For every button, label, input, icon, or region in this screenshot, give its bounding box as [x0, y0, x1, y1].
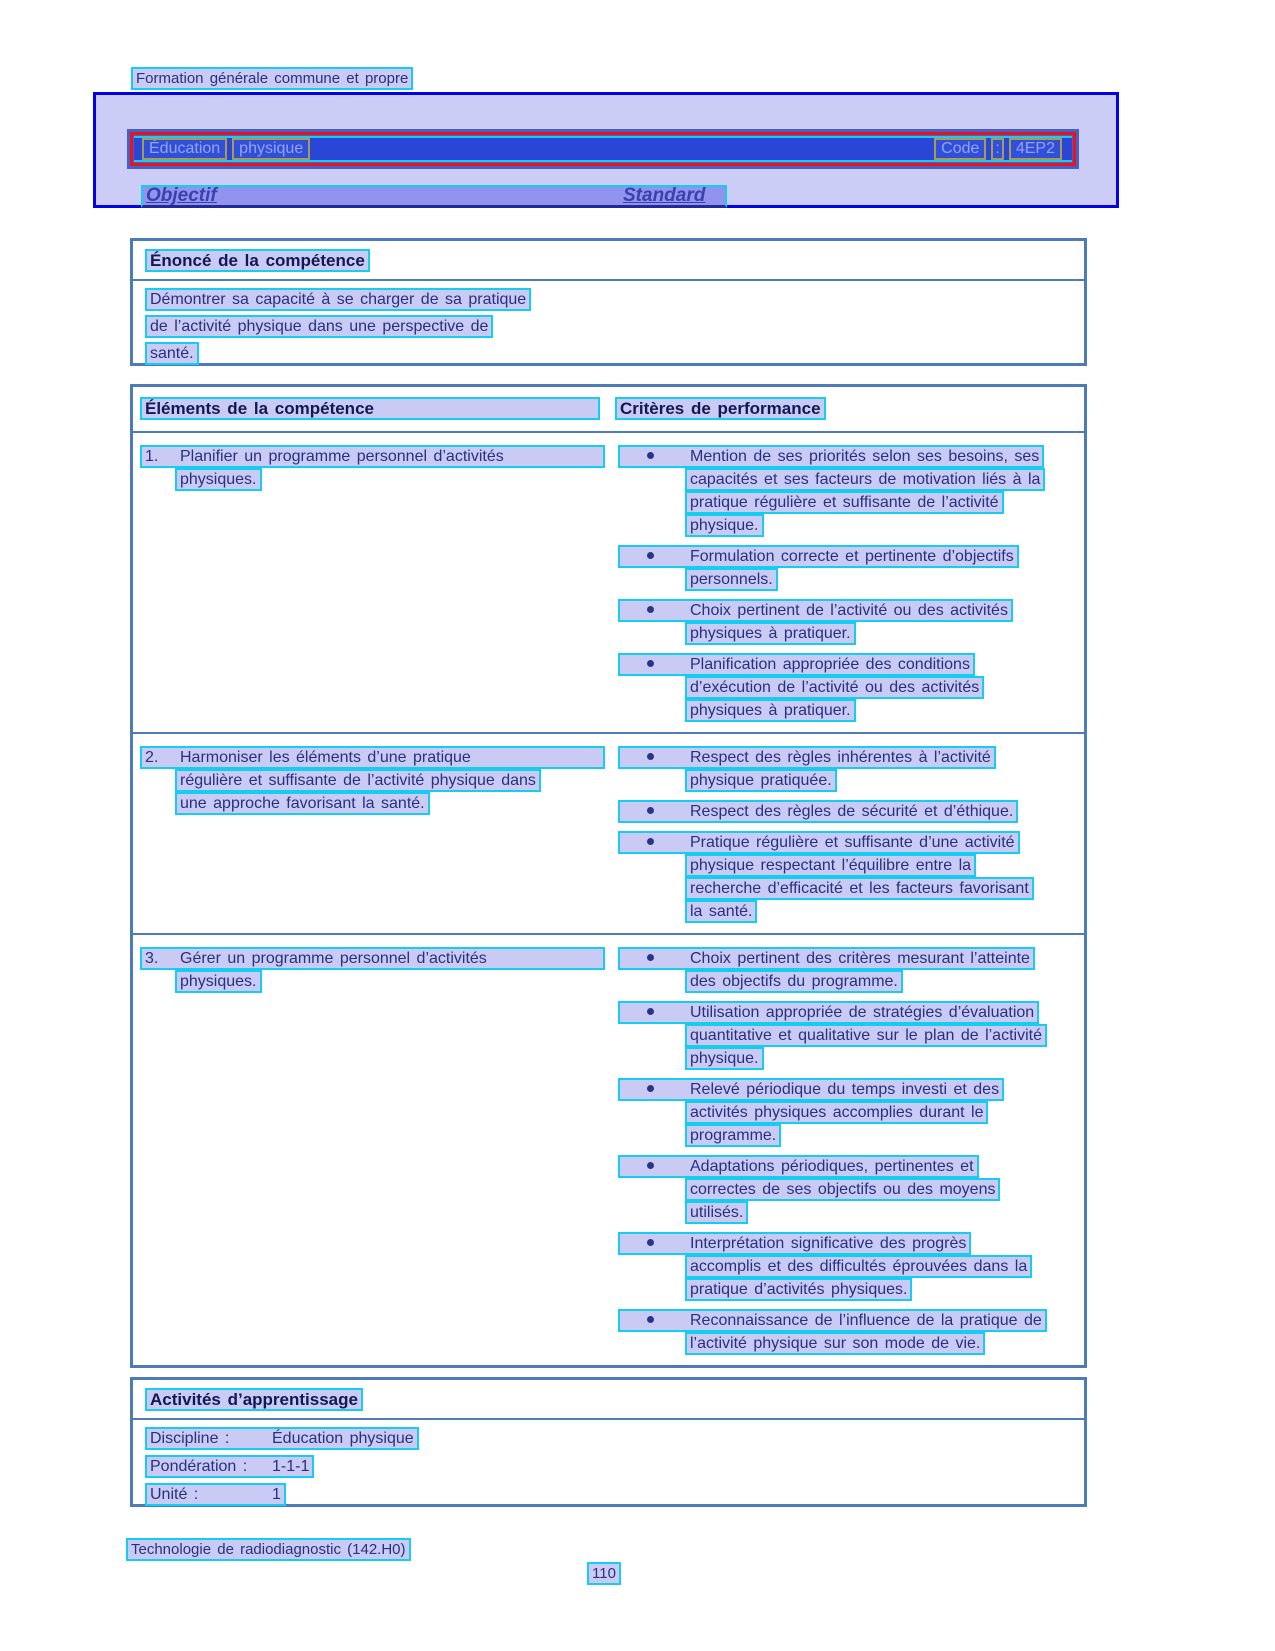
criterion-text: d’exécution de l’activité ou des activités: [685, 676, 984, 699]
activites-field: [145, 1483, 1072, 1511]
criterion-text: Relevé périodique du temps investi et des: [618, 1078, 1004, 1101]
criterion-line: [618, 1332, 1084, 1355]
criterion-line: [618, 1078, 1084, 1101]
bullet-icon: [647, 838, 654, 845]
course-code-words: [931, 138, 1064, 160]
criterion-line: [618, 468, 1084, 491]
criterion-text: quantitative et qualitative sur le plan de l’activité: [685, 1024, 1047, 1047]
criterion-text: physique respectant l’équilibre entre la: [685, 854, 976, 877]
element-number: 3.: [145, 950, 159, 967]
criterion-line: [618, 1178, 1084, 1201]
criterion-line: [618, 676, 1084, 699]
enonce-body: [145, 288, 1072, 369]
activites-divider: [133, 1418, 1084, 1420]
criterion-line: [618, 769, 1084, 792]
bullet-icon: [647, 1085, 654, 1092]
enonce-body-text: de l’activité physique dans une perspective de: [145, 315, 493, 338]
criterion-line: [618, 545, 1084, 568]
bullet-icon: [647, 660, 654, 667]
criterion-text: recherche d’efficacité et les facteurs favorisant: [685, 877, 1034, 900]
activites-field: [145, 1427, 1072, 1455]
criterion-line: [618, 445, 1084, 468]
enonce-body-text: Démontrer sa capacité à se charger de sa pratique: [145, 288, 531, 311]
activites-field: [145, 1455, 1072, 1483]
criterion-line: [618, 568, 1084, 591]
criterion-line: [618, 699, 1084, 722]
criterion-text: capacités et ses facteurs de motivation liés à la: [685, 468, 1045, 491]
criterion-item: [618, 1309, 1084, 1355]
competence-row: [133, 933, 1084, 1365]
criterion-text: Choix pertinent de l’activité ou des activités: [618, 599, 1013, 622]
criterion-text: Respect des règles de sécurité et d’éthique.: [618, 800, 1018, 823]
criterion-text: Pratique régulière et suffisante d’une activité: [618, 831, 1020, 854]
criterion-text: des objectifs du programme.: [685, 970, 903, 993]
criterion-line: [618, 1101, 1084, 1124]
criterion-text: Mention de ses priorités selon ses besoins, ses: [618, 445, 1044, 468]
activites-field-text: [145, 1455, 314, 1478]
criteres-header: Critères de performance: [615, 397, 826, 420]
element-text: une approche favorisant la santé.: [175, 792, 430, 815]
criterion-line: [618, 653, 1084, 676]
section-header-text: Formation générale commune et propre: [131, 67, 413, 90]
footer: [126, 1538, 411, 1561]
criteria-cell: [618, 746, 1084, 923]
criterion-text: Planification appropriée des conditions: [618, 653, 975, 676]
element-text: 1. Planifier un programme personnel d’activités: [140, 445, 605, 468]
activites-field-label: Pondération :: [150, 1458, 248, 1475]
element-line: [140, 792, 680, 815]
element-line: [140, 970, 680, 993]
element-cell: [140, 445, 680, 491]
criterion-text: pratique régulière et suffisante de l’activité: [685, 491, 1004, 514]
criterion-text: physique.: [685, 1047, 764, 1070]
element-text: physiques.: [175, 970, 262, 993]
bullet-icon: [647, 1316, 654, 1323]
criterion-line: [618, 491, 1084, 514]
criterion-item: [618, 947, 1084, 993]
activites-field-text: [145, 1483, 286, 1506]
activites-title: Activités d’apprentissage: [145, 1388, 363, 1411]
criterion-line: [618, 1232, 1084, 1255]
elements-header: Éléments de la compétence: [140, 397, 600, 420]
criterion-line: [618, 622, 1084, 645]
element-number: 1.: [145, 448, 159, 465]
element-text: physiques.: [175, 468, 262, 491]
criterion-text: Adaptations périodiques, pertinentes et: [618, 1155, 979, 1178]
element-text: 3. Gérer un programme personnel d’activités: [140, 947, 605, 970]
element-text: régulière et suffisante de l’activité physique dans: [175, 769, 541, 792]
criterion-text: physiques à pratiquer.: [685, 699, 856, 722]
criterion-line: [618, 877, 1084, 900]
activites-field-value: 1-1-1: [272, 1458, 310, 1475]
element-line: [140, 445, 680, 468]
bullet-icon: [647, 1239, 654, 1246]
criterion-text: physique pratiquée.: [685, 769, 837, 792]
element-number: 2.: [145, 749, 159, 766]
objectif-standard-band: [141, 185, 727, 208]
criterion-text: Interprétation significative des progrès: [618, 1232, 971, 1255]
criterion-line: [618, 800, 1084, 823]
element-cell: [140, 746, 680, 815]
standard-heading: Standard: [623, 185, 706, 206]
criterion-line: [618, 599, 1084, 622]
competence-table-header: [133, 387, 1084, 431]
criterion-item: [618, 1001, 1084, 1070]
course-title-word: physique: [232, 138, 310, 160]
criterion-item: [618, 445, 1084, 537]
page-number-text: 110: [587, 1562, 621, 1585]
bullet-icon: [647, 1162, 654, 1169]
criterion-line: [618, 1309, 1084, 1332]
criterion-text: Reconnaissance de l’influence de la pratique de: [618, 1309, 1047, 1332]
criterion-item: [618, 1078, 1084, 1147]
objectif-heading: Objectif: [146, 185, 217, 206]
section-header: [131, 67, 413, 90]
criterion-text: physiques à pratiquer.: [685, 622, 856, 645]
course-title-bar: [127, 129, 1079, 169]
criterion-line: [618, 1001, 1084, 1024]
course-code-word: Code: [934, 138, 986, 160]
activites-field-value: Éducation physique: [272, 1430, 414, 1447]
criterion-item: [618, 545, 1084, 591]
criterion-item: [618, 653, 1084, 722]
bullet-icon: [647, 606, 654, 613]
criterion-line: [618, 1155, 1084, 1178]
criterion-line: [618, 1024, 1084, 1047]
criterion-text: programme.: [685, 1124, 781, 1147]
activites-box: [130, 1377, 1087, 1507]
competence-rows: [133, 431, 1084, 1365]
competence-table: [130, 384, 1087, 1368]
criterion-line: [618, 1255, 1084, 1278]
criterion-text: physique.: [685, 514, 764, 537]
enonce-box: [130, 238, 1087, 366]
activites-field-text: [145, 1427, 419, 1450]
criterion-line: [618, 1124, 1084, 1147]
criterion-item: [618, 599, 1084, 645]
enonce-title-line: [145, 249, 1072, 272]
course-title-words: [142, 138, 315, 160]
activites-fields: [145, 1427, 1072, 1511]
criterion-text: accomplis et des difficultés éprouvées dans la: [685, 1255, 1032, 1278]
bullet-icon: [647, 552, 654, 559]
criterion-line: [618, 1047, 1084, 1070]
footer-text: Technologie de radiodiagnostic (142.H0): [126, 1538, 411, 1561]
title-bar-red-frame: [130, 132, 1076, 166]
criterion-line: [618, 900, 1084, 923]
criteria-cell: [618, 947, 1084, 1355]
activites-field-label: Unité :: [150, 1486, 199, 1503]
criterion-item: [618, 1155, 1084, 1224]
activites-field-value: 1: [272, 1486, 281, 1503]
criterion-line: [618, 1278, 1084, 1301]
course-banner: [93, 92, 1119, 208]
criterion-line: [618, 854, 1084, 877]
title-bar-inner: [134, 136, 1072, 162]
element-line: [140, 947, 680, 970]
enonce-body-line: [145, 315, 1072, 342]
enonce-title: Énoncé de la compétence: [145, 249, 370, 272]
criterion-line: [618, 746, 1084, 769]
criterion-text: Utilisation appropriée de stratégies d’évaluation: [618, 1001, 1039, 1024]
enonce-body-line: [145, 342, 1072, 369]
competence-row: [133, 431, 1084, 732]
enonce-divider: [133, 279, 1084, 281]
enonce-body-line: [145, 288, 1072, 315]
criterion-text: la santé.: [685, 900, 757, 923]
criterion-item: [618, 1232, 1084, 1301]
criteria-cell: [618, 445, 1084, 722]
criterion-text: Respect des règles inhérentes à l’activité: [618, 746, 996, 769]
enonce-body-text: santé.: [145, 342, 199, 365]
criterion-item: [618, 831, 1084, 923]
criterion-text: l’activité physique sur son mode de vie.: [685, 1332, 985, 1355]
element-line: [140, 746, 680, 769]
element-line: [140, 468, 680, 491]
criterion-text: pratique d’activités physiques.: [685, 1278, 912, 1301]
criterion-line: [618, 970, 1084, 993]
course-code-word: 4EP2: [1009, 138, 1062, 160]
criterion-text: correctes de ses objectifs ou des moyens: [685, 1178, 1000, 1201]
page-number: [587, 1562, 621, 1585]
criterion-line: [618, 831, 1084, 854]
course-title-word: Éducation: [142, 138, 227, 160]
criterion-text: Formulation correcte et pertinente d’objectifs: [618, 545, 1019, 568]
criterion-line: [618, 1201, 1084, 1224]
criterion-text: activités physiques accomplies durant le: [685, 1101, 988, 1124]
criterion-text: Choix pertinent des critères mesurant l’atteinte: [618, 947, 1035, 970]
element-text: 2. Harmoniser les éléments d’une pratique: [140, 746, 605, 769]
criterion-item: [618, 800, 1084, 823]
competence-row: [133, 732, 1084, 933]
criterion-line: [618, 947, 1084, 970]
criterion-item: [618, 746, 1084, 792]
activites-field-label: Discipline :: [150, 1430, 230, 1447]
bullet-icon: [647, 1008, 654, 1015]
element-line: [140, 769, 680, 792]
course-code-word: :: [991, 138, 1003, 160]
activites-title-line: [145, 1388, 1072, 1411]
element-cell: [140, 947, 680, 993]
criterion-text: utilisés.: [685, 1201, 748, 1224]
criterion-line: [618, 514, 1084, 537]
criterion-text: personnels.: [685, 568, 778, 591]
